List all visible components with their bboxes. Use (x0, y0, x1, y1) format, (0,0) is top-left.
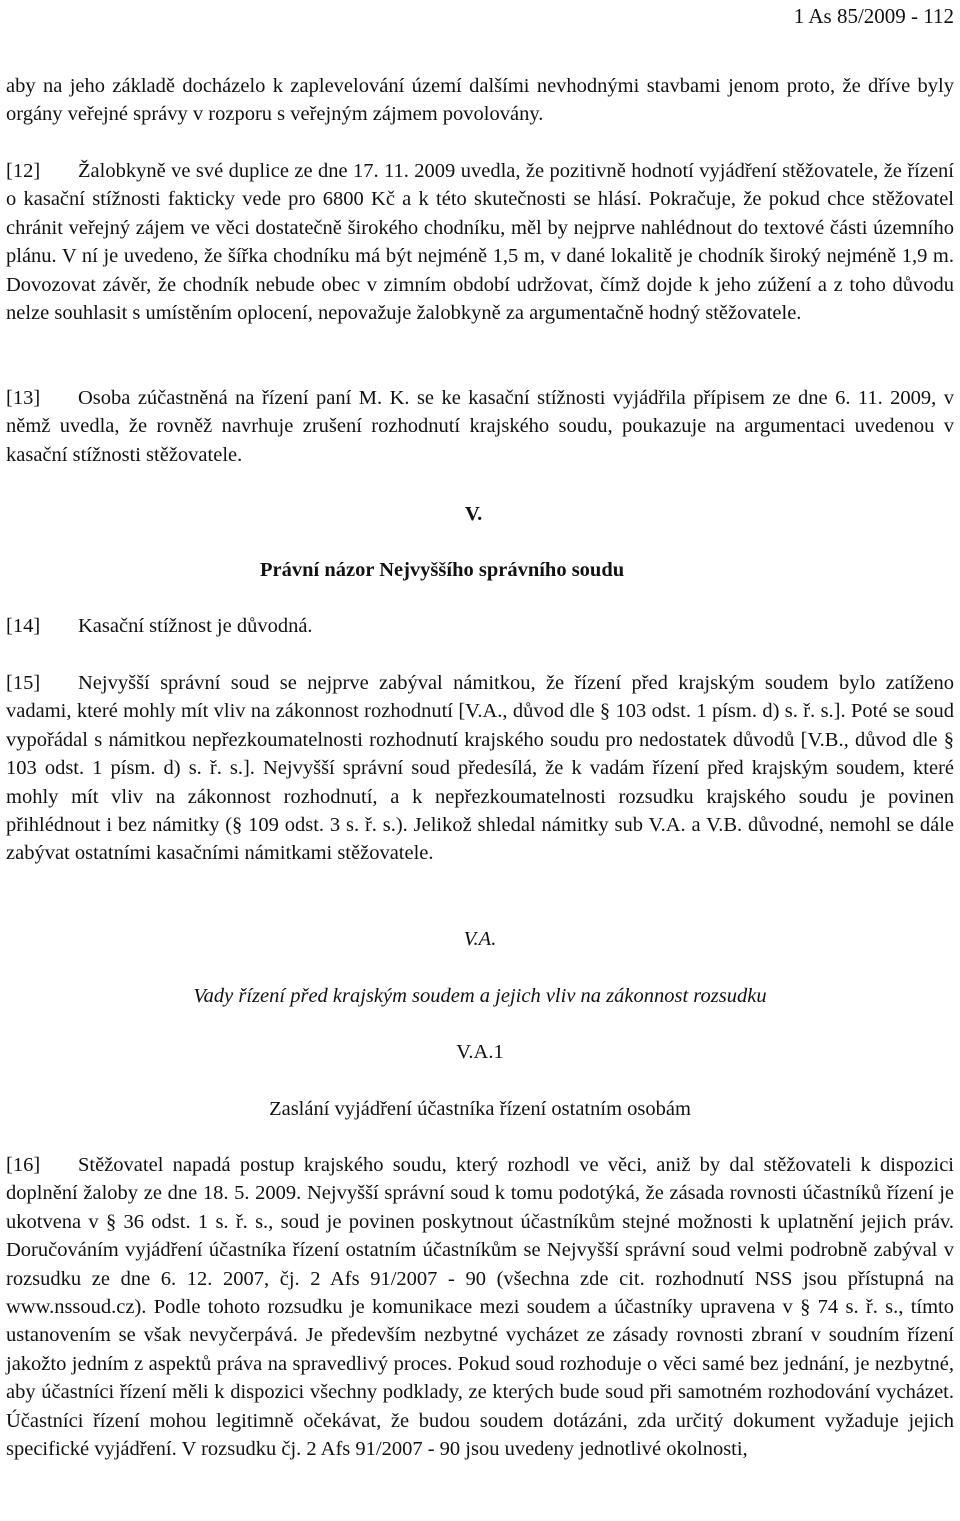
section-title-text: Právní názor Nejvyššího správního soudu (260, 559, 625, 581)
paragraph-text: Stěžovatel napadá postup krajského soudu, který rozhodl ve věci, aniž by dal stěžovateli k dispozici doplnění žaloby ze dne 18. 5. 2009. Nejvyšší správní soud k tomu podotýká, že zásada rovnosti účastníků řízení je ukotvena v § 36 odst. 1 s. ř. s., soud je povinen poskytnout účastníkům stejné možnosti k uplatnění jejich práv. Doručováním vyjádření účastníka řízení ostatním účastníkům se Nejvyšší správní soud velmi podrobně zabýval v rozsudku ze dne 6. 12. 2007, čj. 2 Afs 91/2007 - 90 (všechna zde cit. rozhodnutí NSS jsou přístupná na www.nssoud.cz). Podle tohoto rozsudku je komunikace mezi soudem a účastníky upravena v § 74 s. ř. s., tímto ustanovením se však nevyčerpává. Je především nezbytné vycházet ze zásady rovnosti zbraní v soudním řízení jakožto jedním z aspektů práva na spravedlivý proces. Pokud soud rozhoduje o věci samé bez jednání, je nezbytné, aby účastníci řízení měli k dispozici všechny podklady, ze kterých bude soud při samotném rozhodování vycházet. Účastníci řízení mohou legitimně očekávat, že budou soudem dotázáni, zda určitý dokument vyžaduje jejich specifické vyjádření. V rozsudku čj. 2 Afs 91/2007 - 90 jsou uvedeny jednotlivé okolnosti, (6, 1154, 954, 1461)
paragraph-body (6, 612, 954, 640)
paragraph-text: Kasační stížnost je důvodná. (78, 615, 313, 637)
paragraph-body (6, 1151, 954, 1463)
subsection-number-va1: V.A.1 (456, 1041, 504, 1063)
paragraph-number: [12] (6, 160, 41, 182)
paragraph-number: [13] (6, 387, 41, 409)
page-header-doc-ref: 1 As 85/2009 - 112 (793, 4, 954, 28)
paragraph-body (6, 669, 954, 868)
paragraph-text: Osoba zúčastněná na řízení paní M. K. se ke kasační stížnosti vyjádřila přípisem ze dne 6. 11. 2009, v němž uvedla, že rovněž navrhuje zrušení rozhodnutí krajského soudu, poukazuje na argumentaci uvedenou v kasační stížnosti stěžovatele. (6, 387, 954, 466)
paragraph-number: [14] (6, 615, 41, 637)
paragraph-text: aby na jeho základě docházelo k zaplevelování území dalšími nevhodnými stavbami jenom proto, že dříve byly orgány veřejné správy v rozporu s veřejným zájmem povolovány. (6, 75, 954, 126)
subsection-title-va1: Zaslání vyjádření účastníka řízení ostatním osobám (269, 1098, 691, 1120)
paragraph-continuation (6, 72, 954, 129)
paragraph-body (6, 157, 954, 327)
subsection-title-va: Vady řízení před krajským soudem a jejich vliv na zákonnost rozsudku (193, 985, 767, 1007)
paragraph-text: Nejvyšší správní soud se nejprve zabýval námitkou, že řízení před krajským soudem bylo zatíženo vadami, které mohly mít vliv na zákonnost rozhodnutí [V.A., důvod dle § 103 odst. 1 písm. d) s. ř. s.]. Poté se soud vypořádal s námitkou nepřezkoumatelnosti rozhodnutí krajského soudu pro nedostatek důvodů [V.B., důvod dle § 103 odst. 1 písm. d) s. ř. s.]. Nejvyšší správní soud předesílá, že k vadám řízení před krajským soudem, které mohly mít vliv na zákonnost rozhodnutí, a k nepřezkoumatelnosti rozsudku krajského soudu je povinen přihlédnout i bez námitky (§ 109 odst. 3 s. ř. s.). Jelikož shledal námitky sub V.A. a V.B. důvodné, nemohl se dále zabývat ostatními kasačními námitkami stěžovatele. (6, 672, 954, 865)
paragraph-13 (6, 384, 954, 469)
paragraph-text: Žalobkyně ve své duplice ze dne 17. 11. 2009 uvedla, že pozitivně hodnotí vyjádření stěžovatele, že řízení o kasační stížnosti fakticky vede pro 6800 Kč a k této skutečnosti se hlásí. Pokračuje, že pokud chce stěžovatel chránit veřejný zájem ve věci dostatečně širokého chodníku, měl by nejprve nahlédnout do textové části územního plánu. V ní je uvedeno, že šířka chodníku má být nejméně 1,5 m, v dané lokalitě je chodník široký nejméně 1,9 m. Dovozovat závěr, že chodník nebude obec v zimním období udržovat, čímž dojde k jeho zúžení a z toho důvodu nelze souhlasit s umístěním oplocení, nepovažuje žalobkyně za argumentačně hodný stěžovatele. (6, 160, 954, 325)
paragraph-number: [16] (6, 1154, 41, 1176)
paragraph-body (6, 384, 954, 469)
paragraph-15 (6, 669, 954, 868)
section-number-text: V. (465, 503, 483, 525)
paragraph-number: [15] (6, 672, 41, 694)
paragraph-16 (6, 1151, 954, 1463)
paragraph-12 (6, 157, 954, 327)
subsection-number-va: V.A. (463, 928, 497, 950)
paragraph-14 (6, 612, 954, 640)
